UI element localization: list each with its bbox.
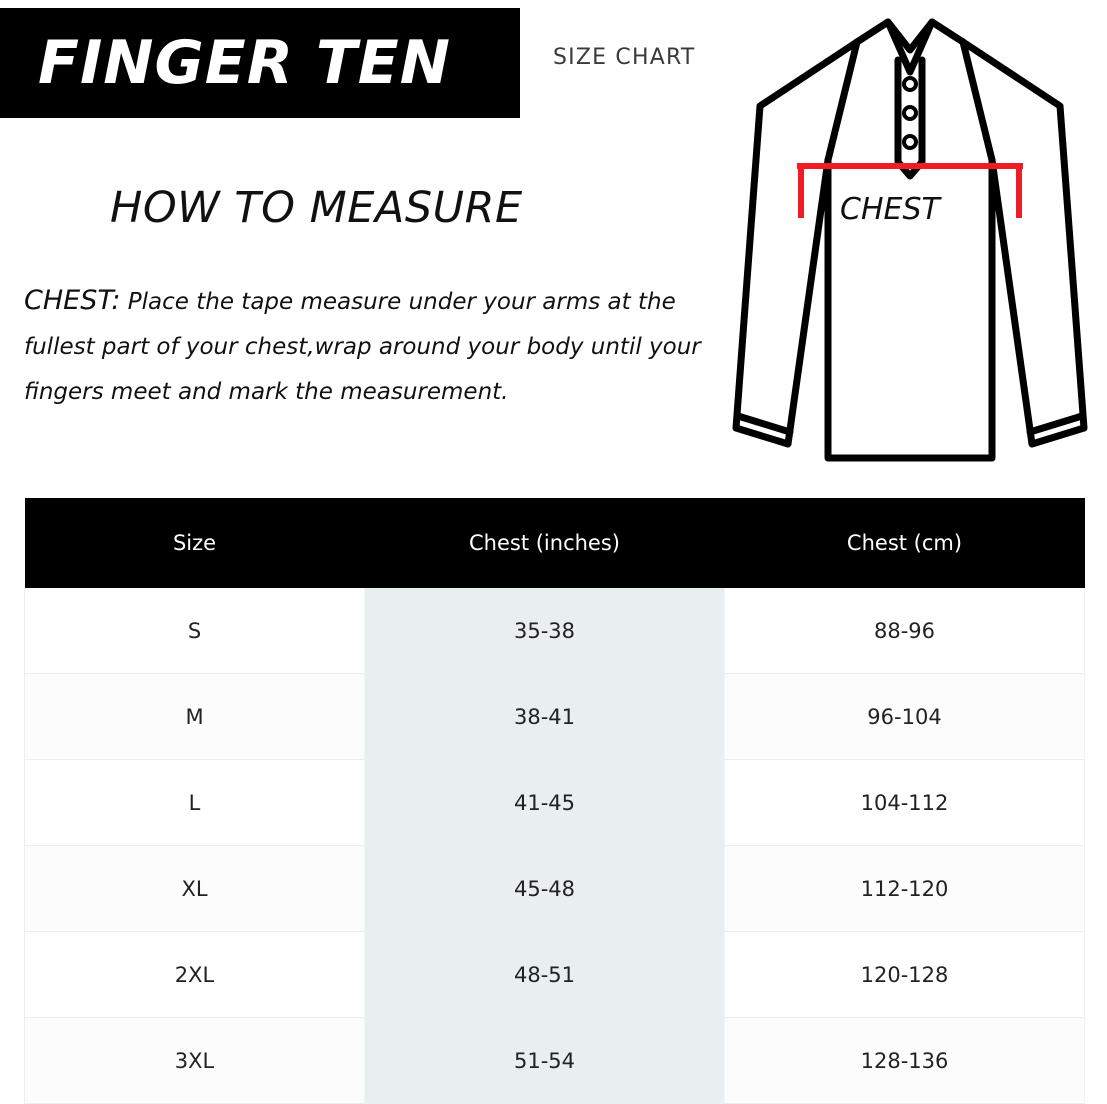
polo-shirt-icon <box>720 10 1100 480</box>
measure-instructions <box>24 278 734 415</box>
cell-chest-cm: 120-128 <box>725 932 1085 1018</box>
table-row <box>25 760 1085 846</box>
cell-chest-cm: 128-136 <box>725 1018 1085 1104</box>
table-row <box>25 932 1085 1018</box>
cell-size: 3XL <box>25 1018 365 1104</box>
cell-size: 2XL <box>25 932 365 1018</box>
cell-size: M <box>25 674 365 760</box>
column-header-chest-inches: Chest (inches) <box>365 498 725 588</box>
measure-instructions-lead: CHEST: <box>24 285 121 316</box>
cell-size: S <box>25 588 365 674</box>
brand-banner <box>0 8 520 118</box>
cell-chest-cm: 104-112 <box>725 760 1085 846</box>
cell-chest-inches: 35-38 <box>365 588 725 674</box>
cell-chest-cm: 96-104 <box>725 674 1085 760</box>
cell-chest-inches: 38-41 <box>365 674 725 760</box>
cell-chest-inches: 51-54 <box>365 1018 725 1104</box>
cell-chest-cm: 88-96 <box>725 588 1085 674</box>
table-row <box>25 1018 1085 1104</box>
cell-chest-inches: 48-51 <box>365 932 725 1018</box>
column-header-size: Size <box>25 498 365 588</box>
polo-shirt-illustration <box>720 10 1100 480</box>
table-row <box>25 674 1085 760</box>
table-header-row <box>25 498 1085 588</box>
cell-chest-inches: 45-48 <box>365 846 725 932</box>
table-row <box>25 588 1085 674</box>
cell-chest-inches: 41-45 <box>365 760 725 846</box>
page-title: HOW TO MEASURE <box>110 183 523 233</box>
measure-instructions-body: Place the tape measure under your arms at the fullest part of your chest,wrap around your body until your fingers meet and mark the measurement. <box>24 289 701 405</box>
cell-size: L <box>25 760 365 846</box>
cell-size: XL <box>25 846 365 932</box>
cell-chest-cm: 112-120 <box>725 846 1085 932</box>
chest-label: CHEST <box>840 192 940 227</box>
brand-title: FINGER TEN <box>38 28 451 98</box>
size-chart-table <box>24 498 1085 1104</box>
column-header-chest-cm: Chest (cm) <box>725 498 1085 588</box>
size-chart-label: SIZE CHART <box>553 45 696 70</box>
table-row <box>25 846 1085 932</box>
